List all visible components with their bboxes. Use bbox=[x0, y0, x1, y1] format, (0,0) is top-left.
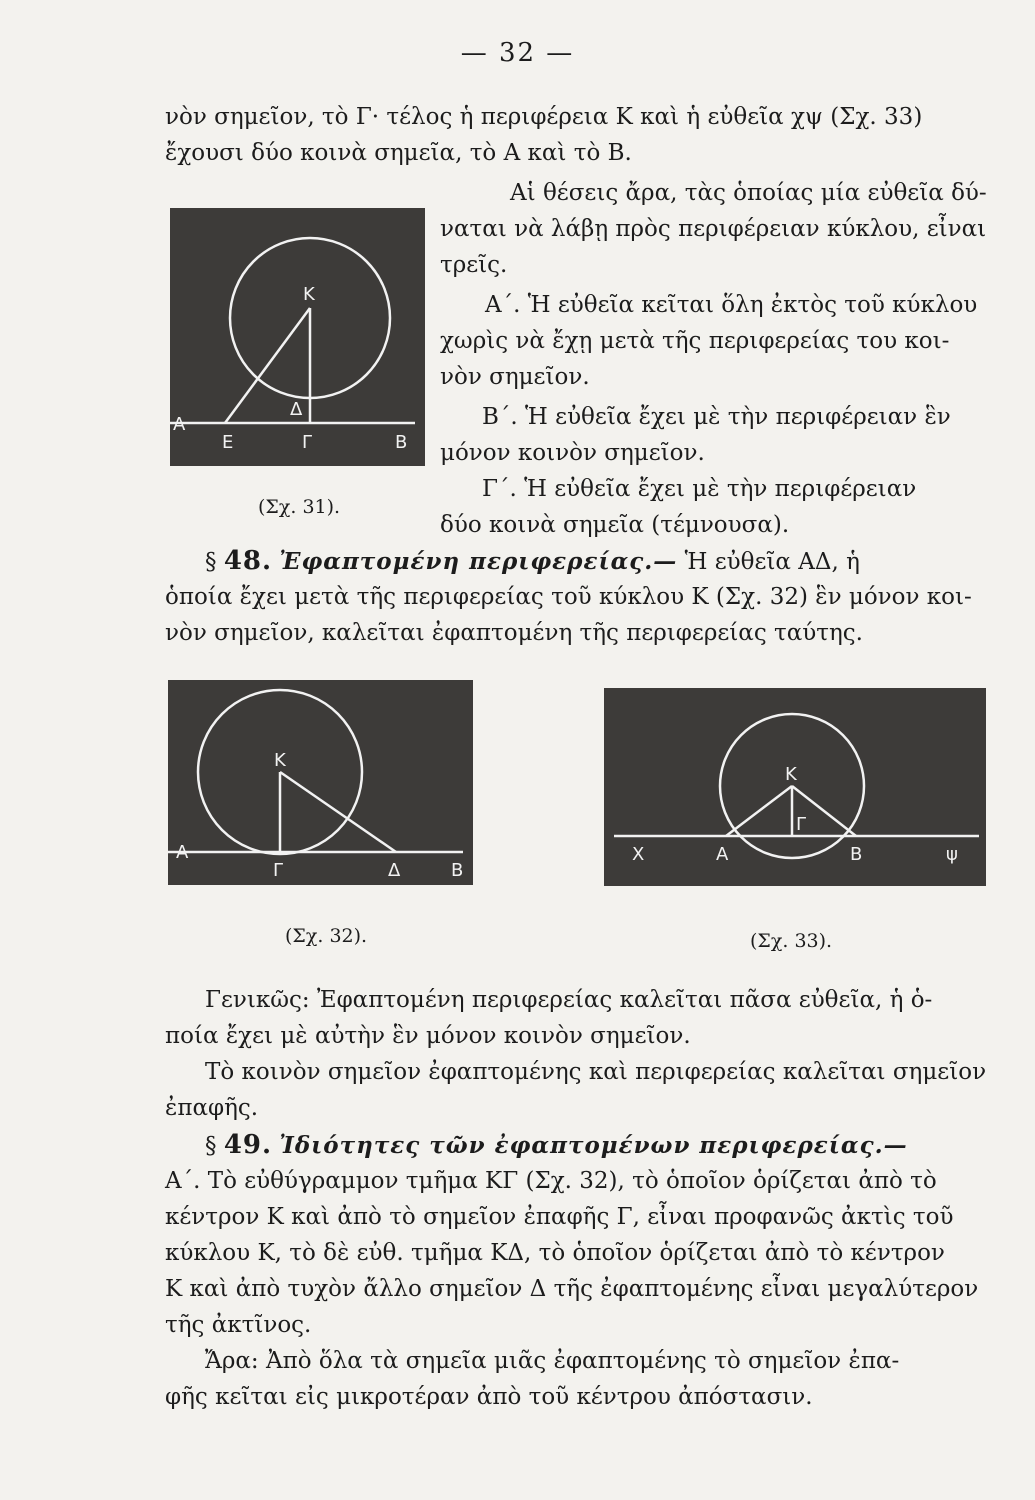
fig31-label-e: Ε bbox=[222, 432, 234, 453]
fig31-label-b: Β bbox=[395, 432, 408, 453]
fig33-segment-ka bbox=[726, 786, 792, 836]
fig31-caption: (Σχ. 31). bbox=[258, 496, 341, 518]
position-b-line-1: Β΄. Ἡ εὐθεῖα ἔχει μὲ τὴν περιφέρειαν ἓν bbox=[482, 404, 951, 430]
positions-line-2: ναται νὰ λάβῃ πρὸς περιφέρειαν κύκλου, εἶναι bbox=[440, 216, 987, 242]
fig33-label-x: Χ bbox=[632, 844, 645, 865]
fig33-label-b: Β bbox=[850, 844, 863, 865]
position-b-line-2: μόνον κοινὸν σημεῖον. bbox=[440, 440, 705, 466]
general-line-1: Γενικῶς: Ἐφαπτομένη περιφερείας καλεῖται πᾶσα εὐθεῖα, ἡ ὁ- bbox=[205, 987, 933, 1013]
figure-32 bbox=[168, 680, 473, 885]
positions-line-3: τρεῖς. bbox=[440, 252, 508, 278]
fig32-label-a: Α bbox=[176, 842, 189, 863]
position-c-line-2: δύο κοινὰ σημεῖα (τέμνουσα). bbox=[440, 512, 790, 538]
fig32-label-d: Δ bbox=[388, 860, 401, 881]
position-a-line-1: Α΄. Ἡ εὐθεῖα κεῖται ὅλη ἐκτὸς τοῦ κύκλου bbox=[485, 292, 978, 318]
page-number: — 32 — bbox=[460, 38, 575, 68]
section-49-title: Ἰδιότητες τῶν ἐφαπτομένων περιφερείας.— bbox=[279, 1132, 908, 1159]
general-line-2: ποία ἔχει μὲ αὐτὴν ἓν μόνον κοινὸν σημεῖον. bbox=[165, 1023, 691, 1049]
fig31-label-a: Α bbox=[173, 414, 186, 435]
fig32-label-g: Γ bbox=[273, 860, 284, 881]
section-48-line-2: ὁποία ἔχει μετὰ τῆς περιφερείας τοῦ κύκλου Κ (Σχ. 32) ἓν μόνον κοι- bbox=[165, 584, 972, 610]
section-49-line-2: κέντρον Κ καὶ ἀπὸ τὸ σημεῖον ἐπαφῆς Γ, εἶναι προφανῶς ἀκτὶς τοῦ bbox=[165, 1204, 954, 1230]
section-49-line-4: Κ καὶ ἀπὸ τυχὸν ἄλλο σημεῖον Δ τῆς ἐφαπτομένης εἶναι μεγαλύτερον bbox=[165, 1276, 979, 1302]
fig33-label-a: Α bbox=[716, 844, 729, 865]
section-49-prefix: § bbox=[205, 1133, 217, 1159]
section-48-prefix: § bbox=[205, 549, 217, 575]
fig32-label-k: Κ bbox=[274, 750, 286, 771]
section-49-line-3: κύκλου Κ, τὸ δὲ εὐθ. τμῆμα ΚΔ, τὸ ὁποῖον ὁρίζεται ἀπὸ τὸ κέντρον bbox=[165, 1240, 945, 1266]
fig33-label-g: Γ bbox=[796, 814, 807, 835]
section-48-title: Ἐφαπτομένη περιφερείας.— bbox=[279, 548, 678, 575]
fig33-label-k: Κ bbox=[785, 764, 797, 785]
fig33-caption: (Σχ. 33). bbox=[750, 930, 833, 952]
fig32-segment-kd bbox=[280, 772, 396, 852]
positions-line-1: Αἱ θέσεις ἄρα, τὰς ὁποίας μία εὐθεῖα δύ- bbox=[510, 180, 987, 206]
position-a-line-3: νὸν σημεῖον. bbox=[440, 364, 590, 390]
section-48-number: 48. bbox=[223, 546, 273, 576]
figure-31 bbox=[170, 208, 425, 466]
fig33-label-y: ψ bbox=[946, 844, 958, 865]
fig31-label-k: Κ bbox=[303, 284, 315, 305]
section-49-number: 49. bbox=[223, 1130, 273, 1160]
intro-line-2: ἔχουσι δύο κοινὰ σημεῖα, τὸ Α καὶ τὸ Β. bbox=[165, 140, 632, 166]
figure-33 bbox=[604, 688, 986, 886]
fig32-caption: (Σχ. 32). bbox=[285, 925, 368, 947]
fig32-label-b: Β bbox=[451, 860, 464, 881]
position-a-line-2: χωρὶς νὰ ἔχῃ μετὰ τῆς περιφερείας του κοι- bbox=[440, 328, 950, 354]
section-49-line-1: Α΄. Τὸ εὐθύγραμμον τμῆμα ΚΓ (Σχ. 32), τὸ ὁποῖον ὁρίζεται ἀπὸ τὸ bbox=[165, 1168, 937, 1194]
general-line-4: ἐπαφῆς. bbox=[165, 1095, 259, 1121]
intro-line-1: νὸν σημεῖον, τὸ Γ· τέλος ἡ περιφέρεια Κ καὶ ἡ εὐθεῖα χψ (Σχ. 33) bbox=[165, 104, 923, 130]
section-49-heading bbox=[205, 1130, 908, 1161]
fig31-label-g: Γ bbox=[302, 432, 313, 453]
position-c-line-1: Γ΄. Ἡ εὐθεῖα ἔχει μὲ τὴν περιφέρειαν bbox=[482, 476, 917, 502]
section-48-line-3: νὸν σημεῖον, καλεῖται ἐφαπτομένη τῆς περιφερείας ταύτης. bbox=[165, 620, 863, 646]
section-48-heading bbox=[205, 546, 860, 577]
section-48-line-1-rest: Ἡ εὐθεῖα ΑΔ, ἡ bbox=[684, 549, 860, 575]
fig31-label-d: Δ bbox=[290, 399, 303, 420]
section-49-line-5: τῆς ἀκτῖνος. bbox=[165, 1312, 312, 1338]
section-49-line-7: φῆς κεῖται εἰς μικροτέραν ἀπὸ τοῦ κέντρου ἀπόστασιν. bbox=[165, 1384, 813, 1410]
general-line-3: Τὸ κοινὸν σημεῖον ἐφαπτομένης καὶ περιφερείας καλεῖται σημεῖον bbox=[205, 1059, 987, 1085]
section-49-line-6: Ἄρα: Ἀπὸ ὅλα τὰ σημεῖα μιᾶς ἐφαπτομένης τὸ σημεῖον ἐπα- bbox=[205, 1348, 900, 1374]
